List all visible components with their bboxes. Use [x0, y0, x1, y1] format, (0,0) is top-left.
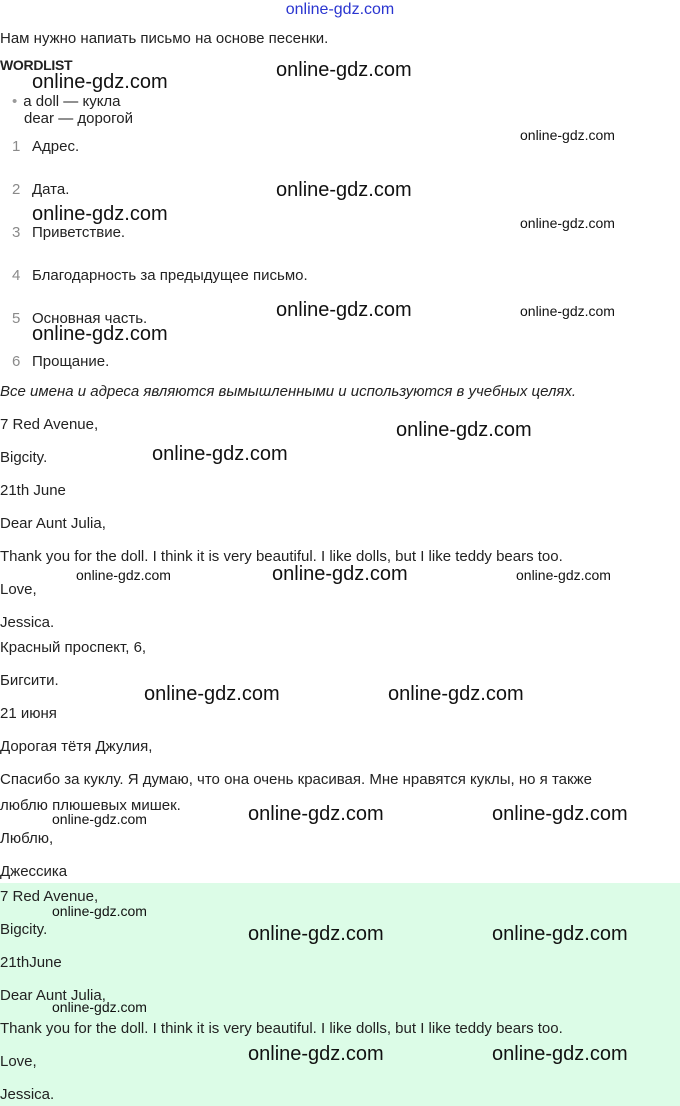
step-item: [12, 224, 125, 242]
bullet-icon: •: [12, 93, 18, 110]
step-text: Дата.: [32, 181, 70, 198]
step-text: Адрес.: [32, 138, 80, 155]
step-number: 6: [12, 353, 21, 370]
letter-en-line: Jessica.: [0, 614, 55, 631]
letter-en-line: Bigcity.: [0, 449, 48, 466]
step-item: [12, 138, 79, 156]
letter-ru-line: люблю плюшевых мишек.: [0, 797, 181, 814]
letter-en-line: Dear Aunt Julia,: [0, 515, 106, 532]
watermark: online-gdz.com: [248, 1043, 384, 1065]
watermark: online-gdz.com: [248, 923, 384, 945]
watermark: online-gdz.com: [276, 179, 412, 201]
step-item: [12, 267, 308, 285]
letter-ru-line: Люблю,: [0, 830, 54, 847]
letter-final-line: 7 Red Avenue,: [0, 888, 99, 905]
letter-final-line: Dear Aunt Julia,: [0, 987, 106, 1004]
watermark: online-gdz.com: [520, 215, 615, 231]
step-number: 5: [12, 310, 21, 327]
watermark: online-gdz.com: [276, 299, 412, 321]
wordlist-title: WORDLIST: [0, 57, 73, 73]
disclaimer-text: Все имена и адреса являются вымышленными и используются в учебных целях.: [0, 383, 577, 400]
watermark: online-gdz.com: [276, 59, 412, 81]
step-text: Основная часть.: [32, 310, 148, 327]
site-header-link[interactable]: online-gdz.com: [285, 1, 395, 18]
letter-en-line: 21th June: [0, 482, 66, 499]
watermark: online-gdz.com: [492, 923, 628, 945]
watermark: online-gdz.com: [248, 803, 384, 825]
step-text: Благодарность за предыдущее письмо.: [32, 267, 308, 284]
step-text: Приветствие.: [32, 224, 126, 241]
watermark: online-gdz.com: [52, 811, 147, 827]
step-number: 1: [12, 138, 21, 155]
watermark: online-gdz.com: [32, 323, 168, 345]
watermark: online-gdz.com: [272, 563, 408, 585]
letter-ru-line: Бигсити.: [0, 672, 59, 689]
letter-en-line: 7 Red Avenue,: [0, 416, 99, 433]
intro-text: Нам нужно напиать письмо на основе песенки.: [0, 30, 329, 47]
letter-ru-line: Дорогая тётя Джулия,: [0, 738, 153, 755]
letter-ru-line: Джессика: [0, 863, 68, 880]
step-number: 4: [12, 267, 21, 284]
watermark: online-gdz.com: [152, 443, 288, 465]
step-item: [12, 353, 109, 371]
wordlist-item-text: dear — дорогой: [24, 110, 133, 127]
watermark: online-gdz.com: [52, 999, 147, 1015]
wordlist-item: [12, 93, 121, 111]
letter-en-line: Love,: [0, 581, 37, 598]
letter-en-line: Thank you for the doll. I think it is very beautiful. I like dolls, but I like teddy bears too.: [0, 548, 563, 565]
letter-final-line: 21thJune: [0, 954, 62, 971]
wordlist-item-text: a doll — кукла: [23, 93, 121, 110]
letter-ru-line: Спасибо за куклу. Я думаю, что она очень красивая. Мне нравятся куклы, но я также: [0, 771, 592, 788]
letter-ru-line: 21 июня: [0, 705, 57, 722]
watermark: online-gdz.com: [492, 1043, 628, 1065]
letter-final-line: Jessica.: [0, 1086, 55, 1103]
letter-final-line: Bigcity.: [0, 921, 48, 938]
watermark: online-gdz.com: [520, 127, 615, 143]
step-item: [12, 181, 69, 199]
watermark: online-gdz.com: [396, 419, 532, 441]
wordlist-item-cropped: [24, 110, 133, 127]
watermark: online-gdz.com: [32, 203, 168, 225]
watermark: online-gdz.com: [52, 903, 147, 919]
watermark: online-gdz.com: [32, 71, 168, 93]
step-number: 3: [12, 224, 21, 241]
watermark: online-gdz.com: [388, 683, 524, 705]
watermark: online-gdz.com: [76, 567, 171, 583]
letter-ru-line: Красный проспект, 6,: [0, 639, 147, 656]
watermark: online-gdz.com: [516, 567, 611, 583]
watermark: online-gdz.com: [520, 303, 615, 319]
watermark: online-gdz.com: [144, 683, 280, 705]
step-number: 2: [12, 181, 21, 198]
step-text: Прощание.: [32, 353, 110, 370]
letter-final-line: Thank you for the doll. I think it is very beautiful. I like dolls, but I like teddy bears too.: [0, 1020, 563, 1037]
watermark: online-gdz.com: [492, 803, 628, 825]
letter-final-line: Love,: [0, 1053, 37, 1070]
